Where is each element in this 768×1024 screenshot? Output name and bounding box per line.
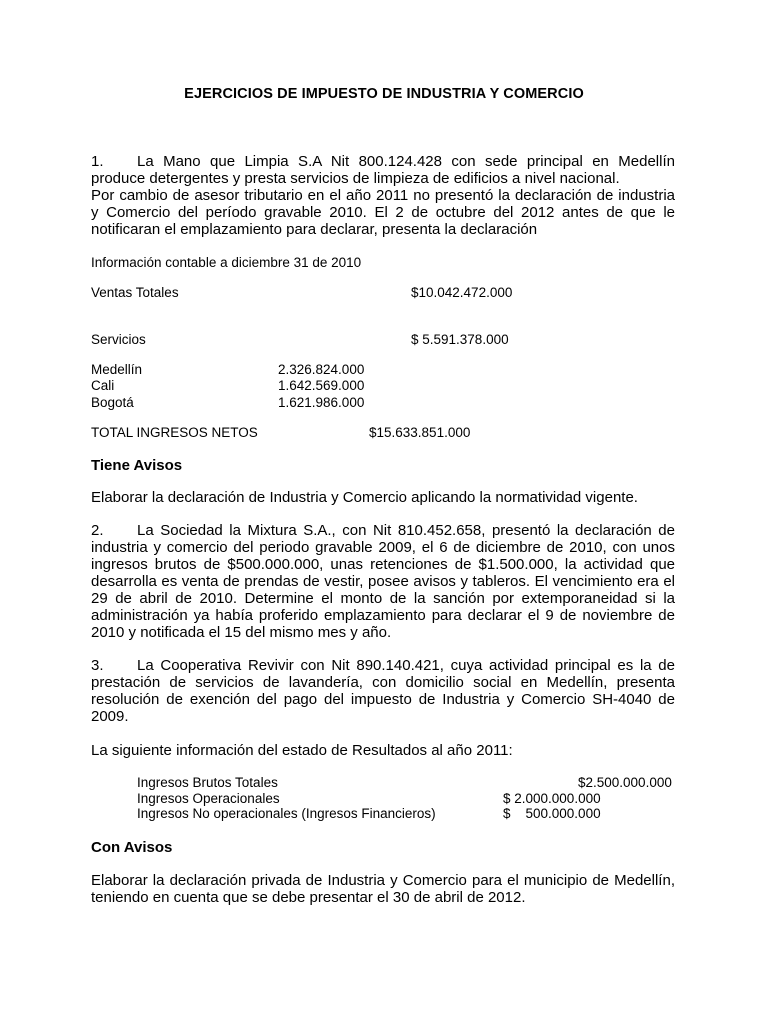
results-heading: La siguiente información del estado de Resultados al año 2011:: [91, 742, 513, 759]
servicios-value: $ 5.591.378.000: [411, 332, 509, 347]
results-row-value: $ 500.000.000: [503, 806, 601, 821]
info-heading: Información contable a diciembre 31 de 2010: [91, 255, 362, 270]
total-value: $15.633.851.000: [369, 425, 471, 440]
exercise-3-body: La Cooperativa Revivir con Nit 890.140.421, cuya actividad principal es la de prestación de servicios de lavandería, con domicilio social en Medellín, presenta resolución de exención del pago del impuesto de Industria y Comercio SH-4040 de 2009.: [91, 657, 675, 725]
ventas-value: $10.042.472.000: [411, 285, 513, 300]
results-row-label: Ingresos Brutos Totales: [137, 775, 278, 790]
city-value: 1.621.986.000: [278, 395, 365, 410]
servicios-label: Servicios: [91, 332, 146, 347]
total-label: TOTAL INGRESOS NETOS: [91, 425, 258, 440]
city-name: Medellín: [91, 362, 143, 377]
exercise-3-text: [91, 657, 675, 725]
exercise-1-number: 1.: [91, 153, 104, 170]
city-name: Bogotá: [91, 395, 134, 410]
exercise-1-instruction: Elaborar la declaración de Industria y Comercio aplicando la normatividad vigente.: [91, 489, 638, 506]
results-row-label: Ingresos Operacionales: [137, 791, 280, 806]
ventas-label: Ventas Totales: [91, 285, 179, 300]
exercise-2-body: La Sociedad la Mixtura S.A., con Nit 810.452.658, presentó la declaración de industria y comercio del periodo gravable 2009, el 6 de diciembre de 2010, con unos ingresos brutos de $500.000.000, unas retenciones de $1.500.000, la actividad que desarrolla es venta de prendas de vestir, posee avisos y tableros. El vencimiento era el 29 de abril de 2010. Determine el monto de la sanción por extemporaneidad si la administración ya había proferido emplazamiento para declarar el 9 de noviembre de 2010 y notificada el 15 del mismo mes y año.: [91, 522, 675, 641]
results-row-value: $ 2.000.000.000: [503, 791, 601, 806]
exercise-3-instruction: Elaborar la declaración privada de Industria y Comercio para el municipio de Medellín, teniendo en cuenta que se debe presentar el 30 de abril de 2012.: [91, 872, 675, 906]
avisos-heading-3: Con Avisos: [91, 839, 173, 856]
city-value: 1.642.569.000: [278, 378, 365, 393]
exercise-2-text: [91, 522, 675, 641]
exercise-1-text: La Mano que Limpia S.A Nit 800.124.428 con sede principal en Medellín produce detergentes y presta servicios de limpieza de edificios a nivel nacional.: [91, 153, 675, 187]
document-title: EJERCICIOS DE IMPUESTO DE INDUSTRIA Y COMERCIO: [184, 86, 584, 102]
exercise-3-number: 3.: [91, 657, 104, 674]
results-row-value: $2.500.000.000: [578, 775, 672, 790]
results-row-label: Ingresos No operacionales (Ingresos Financieros): [137, 806, 436, 821]
exercise-2-number: 2.: [91, 522, 104, 539]
exercise-1-text-2: Por cambio de asesor tributario en el año 2011 no presentó la declaración de industria y Comercio del período gravable 2010. El 2 de octubre del 2012 antes de que le notificaran el emplazamiento para declarar, presenta la declaración: [91, 187, 675, 238]
exercise-1-intro: [91, 153, 675, 187]
city-value: 2.326.824.000: [278, 362, 365, 377]
avisos-heading-1: Tiene Avisos: [91, 457, 183, 474]
city-name: Cali: [91, 378, 115, 393]
